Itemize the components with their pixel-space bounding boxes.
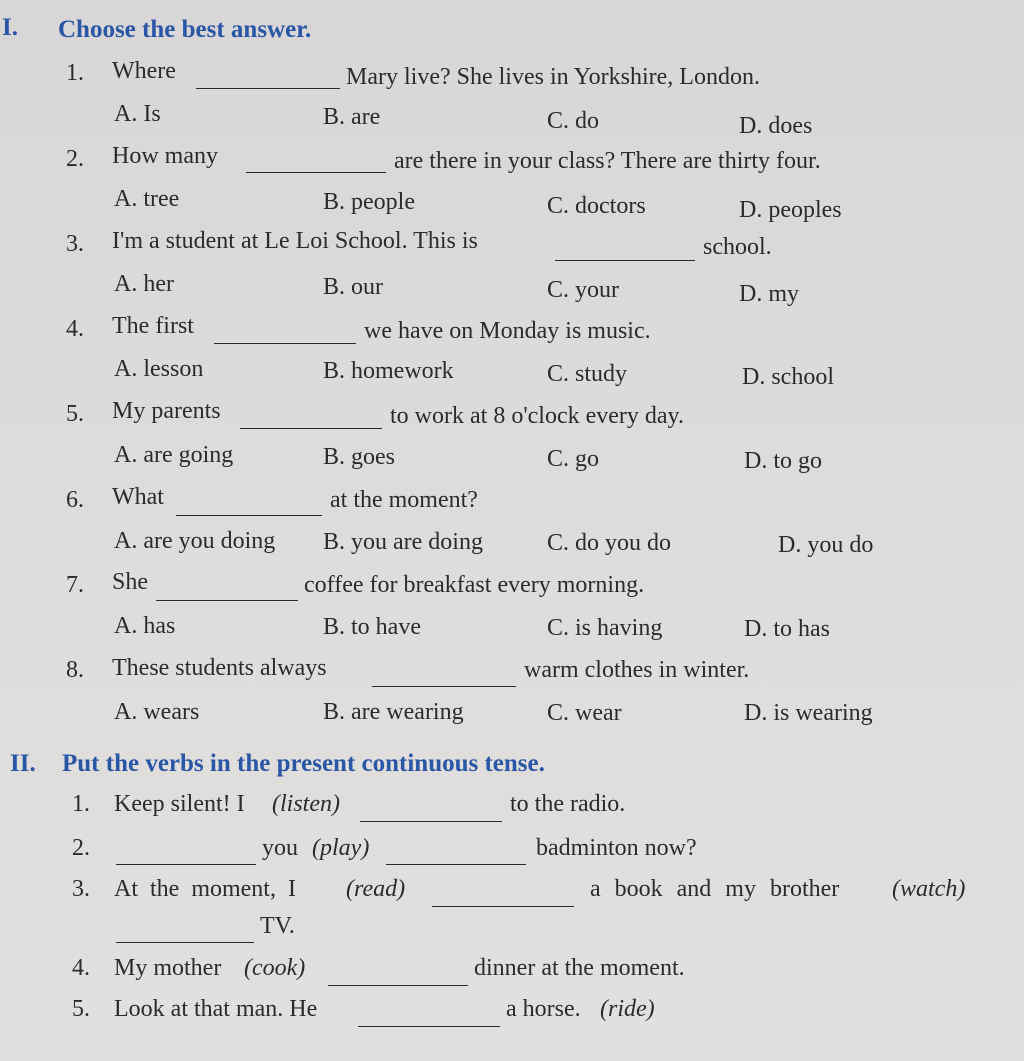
section-2-title: Put the verbs in the present continuous tense. — [62, 750, 545, 777]
verb-hint: (listen) — [272, 791, 340, 817]
verb-hint: (read) — [346, 876, 406, 902]
answer-blank[interactable] — [386, 846, 526, 865]
option-c[interactable]: C. doctors — [547, 193, 646, 219]
question-text-after: to work at 8 o'clock every day. — [390, 403, 684, 429]
option-b[interactable]: B. are — [323, 104, 381, 130]
option-d[interactable]: D. you do — [778, 532, 874, 558]
item-text-before: Look at that man. He — [114, 996, 318, 1022]
option-a[interactable]: A. Is — [114, 101, 161, 127]
question-text-before: Where — [112, 58, 176, 84]
question-text-before: I'm a student at Le Loi School. This is — [112, 228, 478, 254]
answer-blank[interactable] — [555, 242, 695, 261]
option-a[interactable]: A. tree — [114, 186, 180, 212]
item-number: 5. — [72, 996, 90, 1022]
question-number: 6. — [66, 487, 84, 513]
item-text-after: TV. — [260, 913, 295, 939]
item-text-before: At the moment, I — [114, 876, 296, 902]
item-text-after: dinner at the moment. — [474, 955, 685, 981]
item-text-after: to the radio. — [510, 791, 626, 817]
answer-blank[interactable] — [156, 582, 298, 601]
option-d[interactable]: D. does — [739, 113, 813, 139]
item-number: 1. — [72, 791, 90, 817]
question-number: 4. — [66, 316, 84, 342]
question-text-after: school. — [703, 234, 772, 260]
answer-blank[interactable] — [116, 846, 256, 865]
option-b[interactable]: B. homework — [323, 358, 454, 384]
question-number: 2. — [66, 146, 84, 172]
option-d[interactable]: D. to go — [744, 448, 822, 474]
question-number: 5. — [66, 401, 84, 427]
question-text-before: How many — [112, 143, 218, 169]
option-a[interactable]: A. has — [114, 613, 176, 639]
question-text-after: are there in your class? There are thirty four. — [394, 148, 821, 174]
question-text-after: at the moment? — [330, 487, 478, 513]
answer-blank-2[interactable] — [116, 924, 254, 943]
item-text-after: badminton now? — [536, 835, 697, 861]
option-a[interactable]: A. are going — [114, 442, 234, 468]
item-text-before: Keep silent! I — [114, 791, 245, 817]
option-c[interactable]: C. go — [547, 446, 600, 472]
question-text-after: Mary live? She lives in Yorkshire, London. — [346, 64, 760, 90]
answer-blank[interactable] — [358, 1008, 500, 1027]
answer-blank[interactable] — [246, 154, 386, 173]
option-b[interactable]: B. to have — [323, 614, 421, 640]
option-b[interactable]: B. are wearing — [323, 699, 464, 725]
option-c[interactable]: C. wear — [547, 700, 622, 726]
question-text-after: warm clothes in winter. — [524, 657, 750, 683]
question-text-after: coffee for breakfast every morning. — [304, 572, 645, 598]
answer-blank[interactable] — [360, 803, 502, 822]
answer-blank[interactable] — [328, 967, 468, 986]
question-number: 1. — [66, 60, 84, 86]
answer-blank[interactable] — [372, 668, 516, 687]
answer-blank[interactable] — [196, 70, 340, 89]
option-a[interactable]: A. her — [114, 271, 174, 297]
question-text-before: These students always — [112, 655, 327, 681]
question-text-before: The first — [112, 313, 194, 339]
option-c[interactable]: C. study — [547, 361, 628, 387]
answer-blank[interactable] — [214, 325, 356, 344]
option-d[interactable]: D. my — [739, 281, 799, 307]
option-d[interactable]: D. is wearing — [744, 700, 873, 726]
verb-hint-2: (watch) — [892, 876, 966, 902]
item-text-after: a horse. — [506, 996, 581, 1022]
question-text-before: She — [112, 569, 148, 595]
option-b[interactable]: B. people — [323, 189, 415, 215]
option-b[interactable]: B. goes — [323, 444, 395, 470]
question-number: 8. — [66, 657, 84, 683]
section-1-number: I. — [2, 14, 18, 41]
option-d[interactable]: D. school — [742, 364, 834, 390]
answer-blank[interactable] — [176, 497, 322, 516]
option-a[interactable]: A. are you doing — [114, 528, 276, 554]
option-c[interactable]: C. do — [547, 108, 600, 134]
answer-blank[interactable] — [432, 888, 574, 907]
option-c[interactable]: C. is having — [547, 615, 663, 641]
option-d[interactable]: D. to has — [744, 616, 830, 642]
question-number: 7. — [66, 572, 84, 598]
question-text-before: What — [112, 484, 164, 510]
item-text-middle: a book and my brother — [590, 876, 840, 902]
item-number: 3. — [72, 876, 90, 902]
option-d[interactable]: D. peoples — [739, 197, 842, 223]
option-a[interactable]: A. lesson — [114, 356, 204, 382]
question-text-after: we have on Monday is music. — [364, 318, 651, 344]
verb-hint: (ride) — [600, 996, 655, 1022]
verb-hint: (play) — [312, 835, 370, 861]
item-text-before: My mother — [114, 955, 222, 981]
section-2-number: II. — [10, 750, 36, 777]
verb-hint: (cook) — [244, 955, 306, 981]
option-b[interactable]: B. our — [323, 274, 383, 300]
item-number: 2. — [72, 835, 90, 861]
question-text-before: My parents — [112, 398, 221, 424]
question-number: 3. — [66, 231, 84, 257]
item-number: 4. — [72, 955, 90, 981]
option-c[interactable]: C. do you do — [547, 530, 672, 556]
answer-blank[interactable] — [240, 410, 382, 429]
option-a[interactable]: A. wears — [114, 699, 200, 725]
item-text-before: you — [262, 835, 298, 861]
option-b[interactable]: B. you are doing — [323, 529, 483, 555]
option-c[interactable]: C. your — [547, 277, 619, 303]
section-1-title: Choose the best answer. — [58, 16, 312, 43]
